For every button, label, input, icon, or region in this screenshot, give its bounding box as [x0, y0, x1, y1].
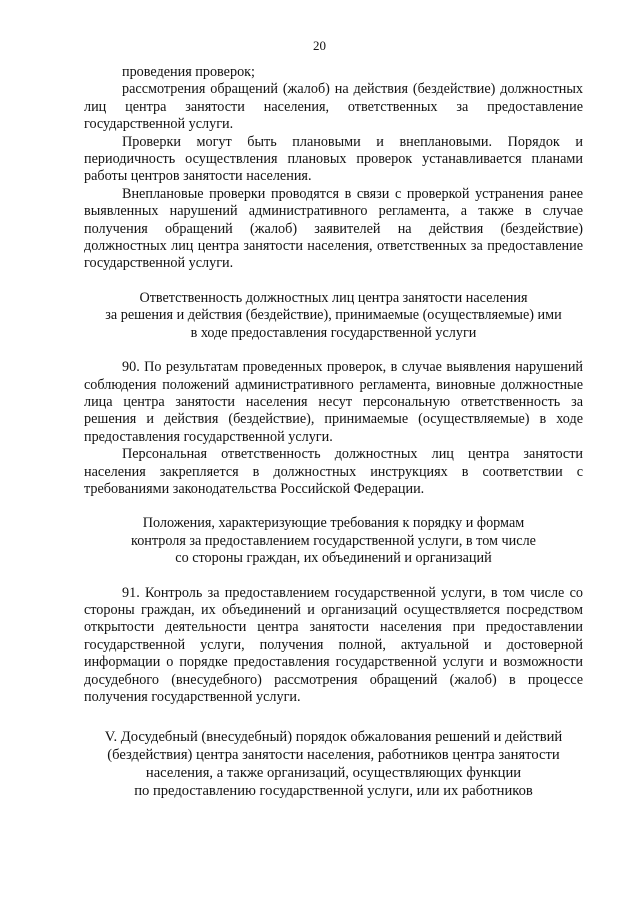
heading-line: V. Досудебный (внесудебный) порядок обжалования решений и действий [104, 729, 563, 746]
paragraph: Проверки могут быть плановыми и внеплановыми. Порядок и периодичность осуществления плановых проверок устанавливается планами работы центров занятости населения. [84, 133, 583, 185]
heading-line: в ходе предоставления государственной услуги [190, 324, 477, 341]
heading-line: контроля за предоставлением государственной услуги, в том числе [131, 532, 536, 549]
heading-line: населения, а также организаций, осуществляющих функции [145, 765, 522, 782]
paragraph: проведения проверок; [122, 64, 255, 80]
heading-line: за решения и действия (бездействие), принимаемые (осуществляемые) ими [105, 307, 562, 324]
heading-line: Положения, характеризующие требования к порядку и формам [142, 515, 525, 532]
section-heading-responsibility [84, 290, 583, 342]
section-heading-control-requirements [84, 515, 583, 567]
paragraph: Внеплановые проверки проводятся в связи с проверкой устранения ранее выявленных нарушений административного регламента, а также в случае получения обращений (жалоб) заявителей на действия (бездействие) должностных лиц центра занятости населения, ответственных за предоставление государственной услуги. [84, 185, 583, 272]
paragraph: Персональная ответственность должностных лиц центра занятости населения закрепляется в должностных инструкциях в соответствии с требованиями законодательства Российской Федерации. [84, 446, 583, 497]
document-body [84, 64, 583, 800]
paragraph-90: 90. По результатам проведенных проверок, в случае выявления нарушений соблюдения положений административного регламента, виновные должностные лица центра занятости населения несут персональную ответственность за решения и действия (бездействие), принимаемые (осуществляемые) в ходе предоставления государственной услуги. [84, 359, 583, 445]
heading-line: (бездействия) центра занятости населения, работников центра занятости [107, 747, 560, 764]
heading-line: по предоставлению государственной услуги, или их работников [134, 783, 533, 800]
paragraph: рассмотрения обращений (жалоб) на действия (бездействие) должностных лиц центра занятости населения, ответственных за предоставление государственной услуги. [84, 81, 583, 133]
heading-line: со стороны граждан, их объединений и организаций [175, 550, 492, 567]
page-number: 20 [313, 38, 326, 53]
chapter-heading-v [84, 728, 583, 800]
heading-line: Ответственность должностных лиц центра занятости населения [139, 289, 528, 306]
paragraph-91: 91. Контроль за предоставлением государственной услуги, в том числе со стороны граждан, их объединений и организаций осуществляется посредством открытости деятельности центра занятости населения при предоставлении государственной услуги, получения полной, актуальной и достоверной информации о порядке предоставления государственной услуги и возможности досудебного (внесудебного) рассмотрения обращений (жалоб) в процессе получения государственной услуги. [84, 584, 583, 705]
